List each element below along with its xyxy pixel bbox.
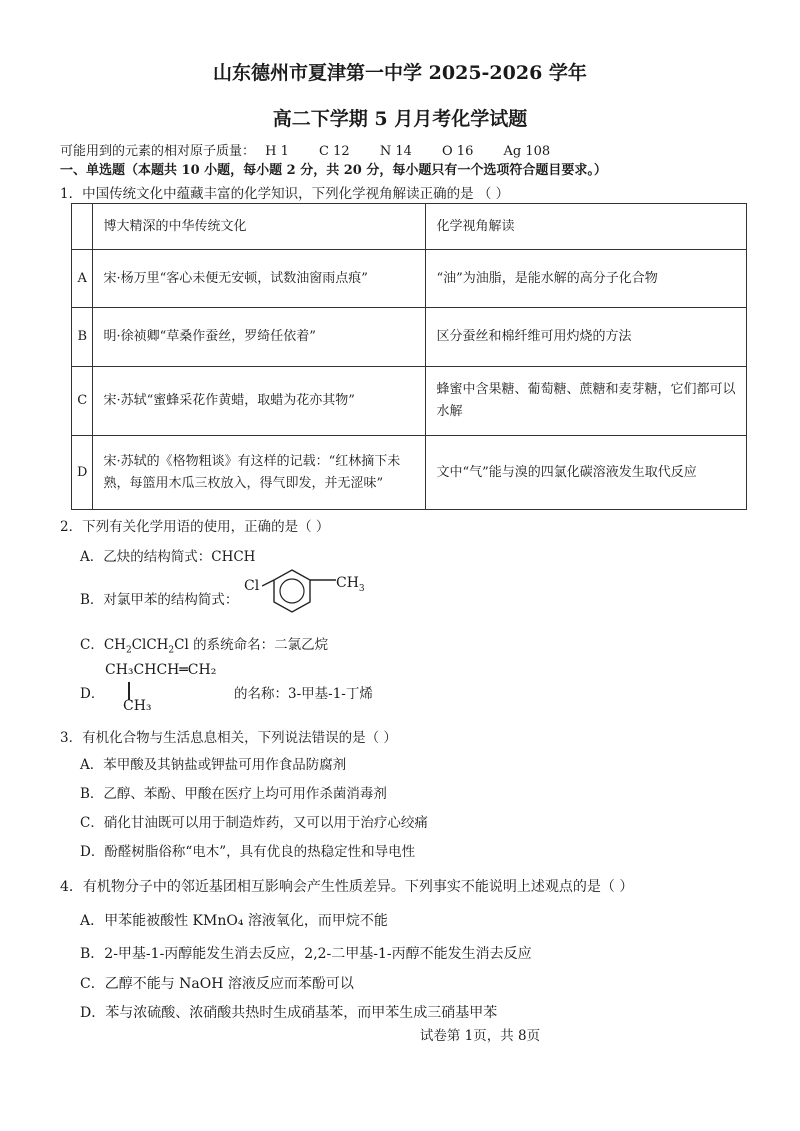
q3-option-c: C．硝化甘油既可以用于制造炸药，又可以用于治疗心绞痛 <box>80 815 428 831</box>
row-reading: 区分蚕丝和棉纤维可用灼烧的方法 <box>426 308 747 367</box>
toluene-ring-diagram <box>262 566 342 622</box>
table-row <box>72 367 747 436</box>
row-culture: 宋·苏轼的《格物粗谈》有这样的记载：“红林摘下未熟，每篮用木瓜三枚放入，得气即发，并无涩味” <box>93 436 426 510</box>
q2-d-branch: CH₃ <box>123 698 152 714</box>
mass-ag: Ag 108 <box>503 144 551 159</box>
row-culture: 明·徐祯卿“草桑作蚕丝，罗绮任依着” <box>93 308 426 367</box>
row-culture: 宋·苏轼“蜜蜂采花作黄蜡，取蜡为花亦其物” <box>93 367 426 436</box>
q2-option-b-label: B．对氯甲苯的结构简式： <box>80 592 239 608</box>
section-heading: 一、单选题（本题共 10 小题，每小题 2 分，共 20 分，每小题只有一个选项符合题目要求。） <box>60 163 607 178</box>
q2-option-a: A．乙炔的结构简式：CHCH <box>80 549 256 565</box>
atomic-masses-label: 可能用到的元素的相对原子质量： <box>60 144 256 159</box>
atomic-masses <box>60 140 550 159</box>
mass-n: N 14 <box>379 144 412 159</box>
q2-b-cl: Cl <box>244 578 260 594</box>
row-key: A <box>72 250 93 308</box>
table-row <box>72 250 747 308</box>
q1-table <box>71 203 747 510</box>
q3-option-d: D．酚醛树脂俗称“电木”，具有优良的热稳定性和导电性 <box>80 844 416 860</box>
page-footer: 试卷第 1页，共 8页 <box>419 1028 541 1044</box>
exam-title-line2: 高二下学期 5 月月考化学试题 <box>272 108 528 130</box>
row-reading: “油”为油脂，是能水解的高分子化合物 <box>426 250 747 308</box>
q4-option-b: B．2-甲基-1-丙醇能发生消去反应，2,2-二甲基-1-丙醇不能发生消去反应 <box>80 946 532 962</box>
q4-option-c: C．乙醇不能与 NaOH 溶液反应而苯酚可以 <box>80 976 354 992</box>
q2-d-name: 的名称：3-甲基-1-丁烯 <box>234 686 373 702</box>
q2-b-ch3: $CH_3$ <box>336 575 365 594</box>
mass-c: C 12 <box>319 144 350 159</box>
q3-option-a: A．苯甲酸及其钠盐或钾盐可用作食品防腐剂 <box>80 757 347 773</box>
q3-option-b: B．乙醇、苯酚、甲酸在医疗上均可用作杀菌消毒剂 <box>80 786 387 802</box>
row-culture: 宋·杨万里“客心未便无安顿，试数油窗雨点痕” <box>93 250 426 308</box>
table-header-reading: 化学视角解读 <box>426 204 747 250</box>
table-row <box>72 308 747 367</box>
q2-d-formula: CH₃CHCH═CH₂ <box>105 662 217 678</box>
q4-option-a: A．甲苯能被酸性 KMnO₄ 溶液氧化，而甲烷不能 <box>80 913 388 929</box>
mass-o: O 16 <box>442 144 474 159</box>
row-key: B <box>72 308 93 367</box>
q3-stem: 3．有机化合物与生活息息相关，下列说法错误的是（ ） <box>60 730 397 746</box>
table-header-culture: 博大精深的中华传统文化 <box>93 204 426 250</box>
q2-option-d-label: D． <box>80 686 105 702</box>
table-row <box>72 436 747 510</box>
q2-stem: 2．下列有关化学用语的使用，正确的是（ ） <box>60 519 330 535</box>
row-reading: 文中“气”能与溴的四氯化碳溶液发生取代反应 <box>426 436 747 510</box>
exam-title-line1: 山东德州市夏津第一中学 2025-2026 学年 <box>213 62 587 84</box>
q4-stem: 4．有机物分子中的邻近基团相互影响会产生性质差异。下列事实不能说明上述观点的是（ ） <box>60 879 634 895</box>
table-row <box>72 204 747 250</box>
row-key: C <box>72 367 93 436</box>
row-reading: 蜂蜜中含果糖、葡萄糖、蔗糖和麦芽糖，它们都可以水解 <box>426 367 747 436</box>
mass-h: H 1 <box>265 144 289 159</box>
q4-option-d: D．苯与浓硫酸、浓硝酸共热时生成硝基苯，而甲苯生成三硝基甲苯 <box>80 1005 498 1021</box>
q2-option-c: C．$CH_2ClCH_2Cl$ 的系统命名：二氯乙烷 <box>80 637 329 656</box>
q1-stem: 1．中国传统文化中蕴藏丰富的化学知识，下列化学视角解读正确的是 （ ） <box>60 186 510 202</box>
row-key: D <box>72 436 93 510</box>
